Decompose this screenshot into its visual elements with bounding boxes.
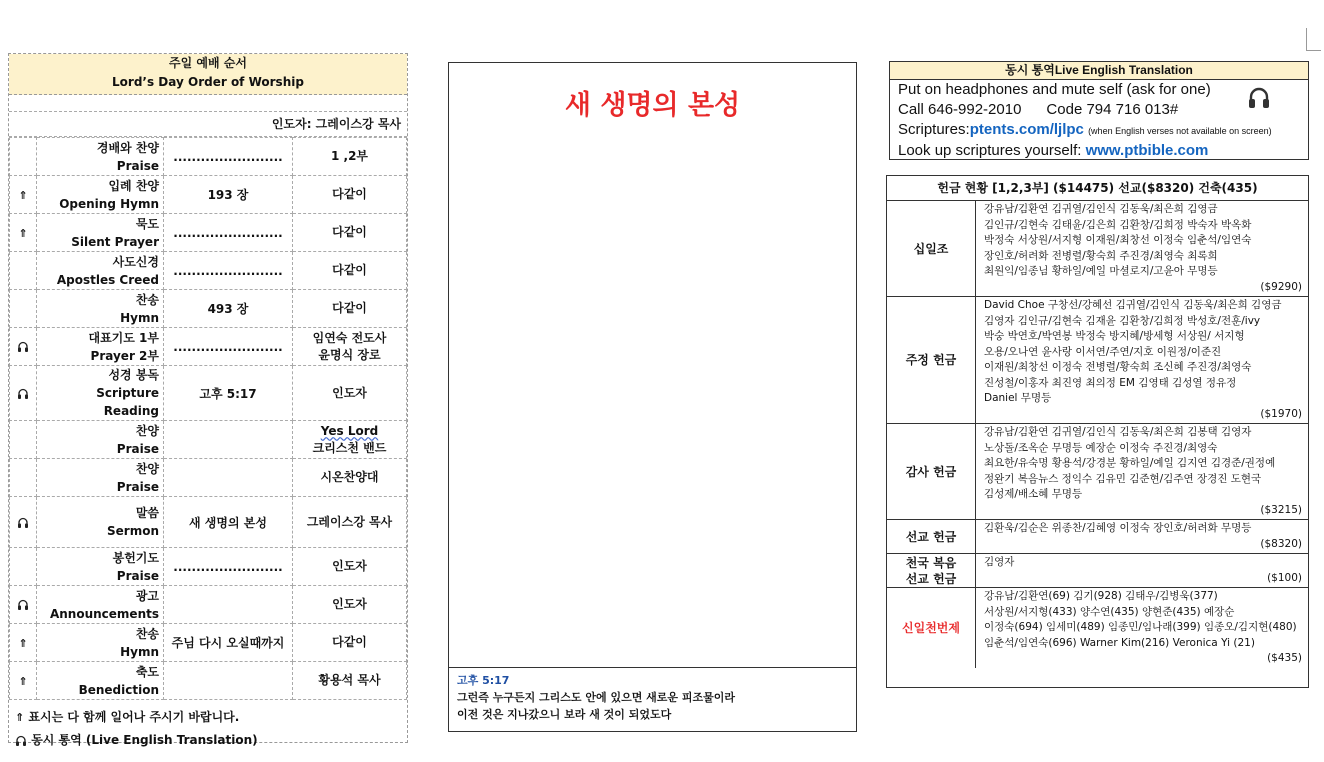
sermon-panel (448, 62, 857, 732)
order-row-icon-cell (10, 662, 37, 700)
order-leader-line-1: Yes Lord (320, 423, 379, 438)
order-item-en: Sermon (107, 524, 159, 538)
order-row-detail: 193 장 (164, 176, 293, 214)
order-row-name (37, 421, 164, 459)
order-row-leader (293, 252, 407, 290)
offering-row (887, 424, 1308, 520)
offering-names-line: 진성철/이홍자 최진영 최의정 EM 김영태 김성열 정유정 (984, 376, 1237, 389)
translation-line-2: Call 646-992-2010 Code 794 716 013# (898, 101, 1179, 118)
order-row-detail: 주님 다시 오실때까지 (164, 624, 293, 662)
order-row-detail: ........................ (164, 328, 293, 366)
headphones-icon (17, 598, 29, 612)
order-row (10, 586, 407, 624)
offering-category-text: 선교 헌금 (905, 571, 957, 586)
offering-amount: ($435) (1267, 652, 1302, 664)
order-row (10, 290, 407, 328)
verse-line-2: 이전 것은 지나갔으니 보라 새 것이 되었도다 (457, 708, 672, 721)
order-row-leader (293, 662, 407, 700)
offering-names (976, 554, 1309, 588)
order-row-name (37, 138, 164, 176)
offering-names-line: 장인호/허려화 전병렬/황숙희 주진경/최영숙 최록희 (984, 249, 1218, 262)
order-row-icon-cell (10, 176, 37, 214)
order-leader-line-1: 다같이 (332, 263, 367, 277)
order-item-en: Hymn (120, 644, 159, 659)
offering-category (887, 554, 976, 588)
offering-names-line: 김인규/김현숙 김태윤/김은희 김환창/김희정 박숙자 박옥화 (984, 218, 1252, 231)
order-row-icon-cell (10, 586, 37, 624)
offering-names-line: 이재원/최창선 이정숙 전병렬/황숙희 조신혜 주진경/최영숙 (984, 361, 1252, 373)
order-row-name (37, 214, 164, 252)
order-leader-line-1: 인도자 (332, 385, 367, 400)
order-item-ko: 사도신경 (112, 254, 159, 269)
offering-header: 헌금 현황 [1,2,3부] ($14475) 선교($8320) 건축(435) (887, 176, 1308, 201)
order-row-icon-cell (10, 214, 37, 252)
order-item-ko: 광고 (135, 588, 159, 603)
headphones-icon (17, 386, 29, 400)
offering-names-line: 김영자 (984, 556, 1015, 568)
offering-category-text: 신일천번제 (902, 620, 960, 635)
order-item-en: Hymn (120, 310, 159, 325)
order-leader-line-1: 황용석 목사 (318, 673, 381, 687)
order-leader-line-1: 1 ,2부 (330, 149, 369, 163)
order-leader-line-1: 다같이 (332, 187, 367, 201)
offering-names-line: 정완기 복음뉴스 정익수 김유민 김준현/김주연 장경진 도현국 (984, 472, 1262, 485)
order-row-detail: 고후 5:17 (164, 366, 293, 421)
order-row-icon-cell (10, 366, 37, 421)
offering-category-text: 감사 헌금 (905, 464, 957, 479)
order-header (9, 54, 407, 95)
order-row-leader (293, 624, 407, 662)
order-row-detail: 493 장 (164, 290, 293, 328)
order-row-name (37, 328, 164, 366)
order-row (10, 252, 407, 290)
order-row-leader (293, 497, 407, 548)
order-row-leader (293, 421, 407, 459)
verse-line-1: 그런즉 누구든지 그리스도 안에 있으면 새로운 피조물이라 (457, 691, 735, 704)
order-item-ko: 대표기도 1부 (88, 330, 159, 345)
order-item-ko: 입례 찬양 (108, 178, 159, 193)
order-row-leader (293, 548, 407, 586)
order-row-detail: ........................ (164, 252, 293, 290)
order-row-detail: ........................ (164, 548, 293, 586)
offering-amount: ($3215) (1260, 503, 1302, 516)
lookup-label: Look up scriptures yourself: (898, 142, 1086, 159)
offering-row (887, 588, 1308, 668)
order-row-detail: ........................ (164, 214, 293, 252)
verse-reference: 고후 5:17 (457, 674, 510, 687)
order-row (10, 328, 407, 366)
order-row-icon-cell (10, 421, 37, 459)
order-item-ko: 찬양 (135, 461, 159, 476)
order-item-ko: 봉헌기도 (112, 550, 159, 565)
offering-names (976, 520, 1309, 554)
offering-names-line: 김성제/배소혜 무명등 (984, 488, 1083, 500)
order-item-ko: 경배와 찬양 (96, 140, 159, 155)
order-row (10, 624, 407, 662)
order-item-ko: 찬양 (135, 423, 159, 438)
order-row-leader (293, 366, 407, 421)
order-row (10, 548, 407, 586)
order-row-name (37, 586, 164, 624)
offering-category-text: 천국 복음 (905, 555, 957, 570)
offering-category-text: 주정 헌금 (905, 353, 957, 367)
order-item-en: Praise (116, 158, 159, 173)
offering-names (976, 201, 1309, 297)
order-table (9, 137, 407, 700)
order-row-leader (293, 214, 407, 252)
order-item-en: Prayer 2부 (90, 348, 159, 363)
offering-row (887, 554, 1308, 588)
offering-category-text: 선교 헌금 (905, 529, 957, 544)
order-row-icon-cell (10, 290, 37, 328)
order-title-en: Lord’s Day Order of Worship (112, 75, 304, 89)
order-row-icon-cell (10, 459, 37, 497)
translation-box (889, 61, 1309, 160)
order-row-leader (293, 176, 407, 214)
order-leader-line-1: 임연숙 전도사 (312, 330, 387, 345)
order-row (10, 662, 407, 700)
order-leader-line-1: 인도자 (332, 597, 367, 611)
scriptures-note: (when English verses not available on screen) (1088, 126, 1272, 136)
order-footnotes (9, 700, 407, 757)
offering-amount: ($100) (1267, 571, 1302, 584)
scriptures-link[interactable]: ptents.com/ljlpc (969, 121, 1084, 138)
scriptures-line (890, 120, 1308, 141)
page-corner-mark (1306, 28, 1321, 51)
offering-names-line: 노상돌/조옥순 무명등 예장순 이정숙 주진경/최영숙 (984, 441, 1218, 454)
headphones-icon (1248, 86, 1270, 110)
offering-names-line: 최요한/유숙명 황용석/강경분 황하일/예일 김지연 김경준/권정예 (984, 457, 1276, 469)
order-item-en: Silent Prayer (71, 234, 159, 249)
order-row (10, 421, 407, 459)
offering-row (887, 297, 1308, 424)
sermon-title: 새 생명의 본성 (564, 90, 741, 121)
order-row (10, 459, 407, 497)
order-row-name (37, 252, 164, 290)
order-item-en: Apostles Creed (56, 272, 159, 287)
order-row-leader (293, 138, 407, 176)
order-row-name (37, 497, 164, 548)
offering-names-line: David Choe 구창선/강혜선 김귀열/김인식 김동욱/최은희 김영금 (984, 299, 1282, 311)
order-row-name (37, 290, 164, 328)
order-item-ko: 성경 봉독 (108, 368, 159, 382)
offering-category (887, 588, 976, 668)
order-item-en: Praise (116, 568, 159, 583)
order-leader-line-1: 다같이 (332, 635, 367, 649)
offering-names (976, 588, 1309, 668)
offering-names-line: 서상원/서지형(433) 양수연(435) 양현준(435) 예장순 (984, 605, 1235, 618)
order-item-en: Scripture Reading (96, 386, 159, 418)
offering-names (976, 424, 1309, 520)
order-row-icon-cell (10, 328, 37, 366)
offering-names-line: 김영자 김인규/김현숙 김재윤 김환창/김희정 박성호/전훈/ivy (984, 314, 1261, 327)
order-leader-line-2: 크리스천 밴드 (312, 440, 387, 455)
order-row (10, 214, 407, 252)
offering-names (976, 297, 1309, 424)
order-title-ko: 주일 예배 순서 (169, 56, 247, 70)
offering-amount: ($8320) (1260, 537, 1302, 550)
footnote-translation-text: 동시 통역 (Live English Translation) (31, 733, 258, 747)
offering-category-text: 십일조 (913, 241, 949, 256)
order-row-icon-cell (10, 497, 37, 548)
footnote-stand (15, 706, 401, 729)
stand-up-icon: ⇑ (18, 636, 28, 650)
offering-names-line: 박정숙 서상원/서지형 이재원/최창선 이정숙 임춘석/임연숙 (984, 234, 1252, 246)
order-item-ko: 축도 (135, 664, 159, 679)
order-item-ko: 묵도 (135, 216, 159, 231)
offering-category (887, 201, 976, 297)
order-leader-line-1: 다같이 (332, 301, 367, 315)
translation-line-1: Put on headphones and mute self (ask for one) (898, 81, 1211, 98)
order-item-ko: 찬송 (135, 626, 159, 641)
offering-names-line: 박숭 박연호/박연봉 박정숙 방지혜/방세형 서상원/ 서지형 (984, 330, 1245, 342)
order-row-name (37, 548, 164, 586)
order-row (10, 497, 407, 548)
order-row-name (37, 624, 164, 662)
stand-up-icon: ⇑ (15, 711, 25, 724)
offering-status (886, 175, 1309, 688)
order-row-name (37, 366, 164, 421)
order-of-worship (8, 53, 408, 747)
order-row-leader (293, 328, 407, 366)
headphones-icon (17, 340, 29, 354)
scriptures-label: Scriptures: (898, 121, 970, 138)
order-spacer (9, 95, 407, 112)
headphones-icon (15, 733, 27, 747)
offering-names-line: 최원익/임종님 황하일/예일 마셜로지/고윤아 무명등 (984, 265, 1218, 277)
order-item-ko: 말씀 (135, 506, 159, 520)
offering-names-line: 강유남/김환연 김귀열/김인식 김동욱/최은희 김봉택 김영자 (984, 426, 1252, 438)
order-item-en: Opening Hymn (59, 196, 159, 211)
offering-table (887, 201, 1308, 668)
offering-names-line: 김환욱/김순은 위종찬/김혜영 이정숙 장인호/허려화 무명등 (984, 522, 1252, 534)
order-row-leader (293, 290, 407, 328)
lookup-line (890, 141, 1308, 161)
order-row (10, 138, 407, 176)
footnote-stand-text: 표시는 다 함께 일어나 주시기 바랍니다. (28, 710, 240, 724)
order-row (10, 366, 407, 421)
offering-amount: ($9290) (1260, 280, 1302, 293)
order-leader-line-1: 그레이스강 목사 (306, 514, 393, 529)
order-leader-line-2: 윤명식 장로 (318, 347, 381, 362)
order-row-icon-cell (10, 252, 37, 290)
order-row-name (37, 662, 164, 700)
headphones-icon (17, 515, 29, 529)
order-row-detail: ........................ (164, 138, 293, 176)
footnote-translation (15, 729, 401, 751)
order-row-icon-cell (10, 624, 37, 662)
offering-row (887, 201, 1308, 297)
order-item-en: Announcements (49, 606, 159, 621)
offering-category (887, 424, 976, 520)
order-item-en: Praise (116, 441, 159, 456)
order-row-name (37, 459, 164, 497)
offering-row (887, 520, 1308, 554)
offering-category (887, 297, 976, 424)
order-row-detail (164, 421, 293, 459)
order-row-leader (293, 459, 407, 497)
offering-names-line: 임춘석/임연숙(696) Warner Kim(216) Veronica Yi (21) (984, 636, 1255, 649)
sermon-verse (449, 667, 856, 727)
stand-up-icon: ⇑ (18, 188, 28, 202)
offering-names-line: 강유남/김환연(69) 김기(928) 김태우/김병욱(377) (984, 590, 1218, 602)
offering-names-line: 강유남/김환연 김귀열/김인식 김동욱/최은희 김영금 (984, 203, 1218, 215)
order-row-detail (164, 662, 293, 700)
order-leader: 인도자: 그레이스강 목사 (9, 112, 407, 137)
order-row-icon-cell (10, 138, 37, 176)
order-row-leader (293, 586, 407, 624)
order-row (10, 176, 407, 214)
stand-up-icon: ⇑ (18, 674, 28, 688)
order-leader-line-1: 시온찬양대 (320, 470, 379, 484)
offering-names-line: Daniel 무명등 (984, 392, 1052, 404)
order-item-ko: 찬송 (135, 292, 159, 307)
translation-header: 동시 통역Live English Translation (890, 62, 1308, 80)
order-row-detail: 새 생명의 본성 (164, 497, 293, 548)
offering-names-line: 이정숙(694) 임세미(489) 임종민/임나래(399) 임종오/김지현(480) (984, 621, 1297, 633)
order-row-name (37, 176, 164, 214)
stand-up-icon: ⇑ (18, 226, 28, 240)
offering-category (887, 520, 976, 554)
order-leader-line-1: 다같이 (332, 225, 367, 239)
offering-names-line: 오용/오나연 윤사랑 이서연/주연/지호 이원정/이준진 (984, 345, 1222, 358)
order-row-icon-cell (10, 548, 37, 586)
order-row-detail (164, 586, 293, 624)
order-item-en: Praise (116, 479, 159, 494)
ptbible-link[interactable]: www.ptbible.com (1085, 142, 1209, 159)
order-row-detail (164, 459, 293, 497)
order-item-en: Benediction (78, 682, 159, 697)
order-leader-line-1: 인도자 (332, 559, 367, 573)
offering-amount: ($1970) (1260, 407, 1302, 420)
